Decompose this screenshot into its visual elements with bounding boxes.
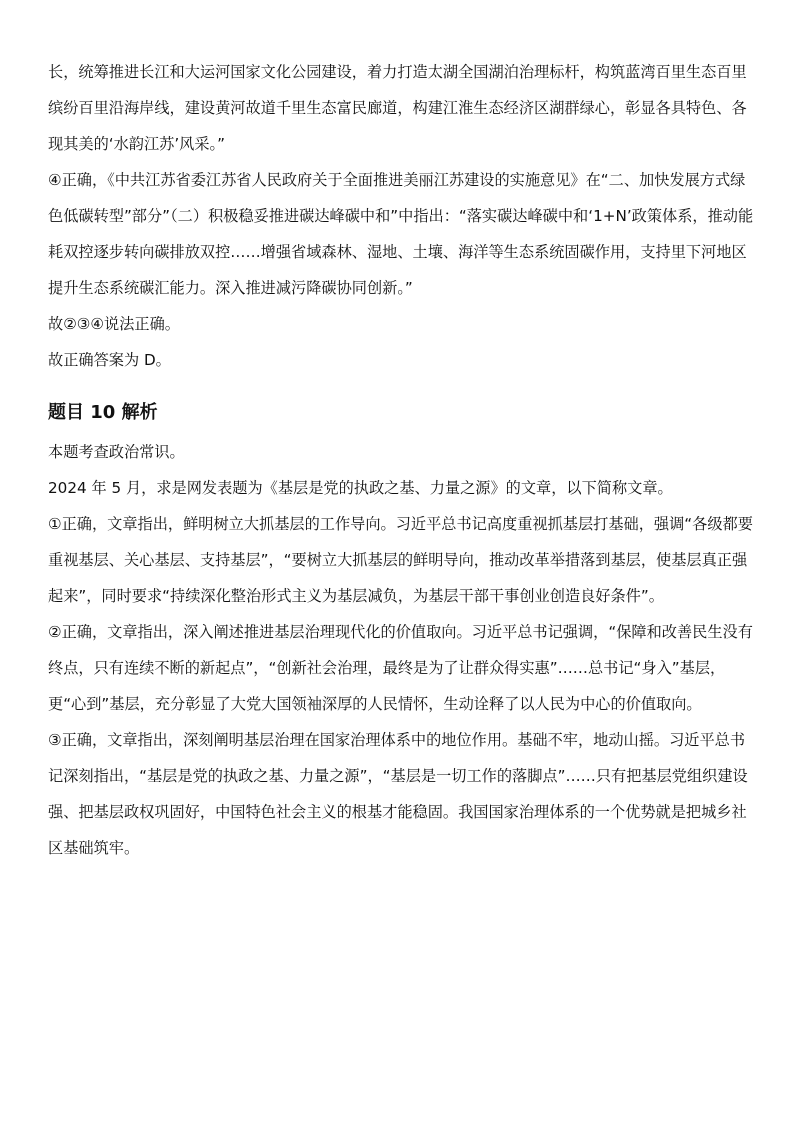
paragraph-conclusion: 故②③④说法正确。: [48, 315, 180, 333]
paragraph-item-4: ④正确，《中共江苏省委江苏省人民政府关于全面推进美丽江苏建设的实施意见》在“二、加快发展方式绿色低碳转型”部分”（二）积极稳妥推进碳达峰碳中和”中指出：“落实碳达峰碳中和‘1+N’政策体系，推动能耗双控逐步转向碳排放双控……增强省域森林、湿地、土壤、海洋等生态系统固碳作用，支持里下河地区提升生态系统碳汇能力。深入推进减污降碳协同创新。”: [48, 171, 754, 297]
paragraph-answer: 故正确答案为 D。: [48, 351, 171, 369]
paragraph-item-3: ③正确，文章指出，深刻阐明基层治理在国家治理体系中的地位作用。基础不牢，地动山摇。习近平总书记深刻指出，“基层是党的执政之基、力量之源”，“基层是一切工作的落脚点”……只有把基层党组织建设强、把基层政权巩固好，中国特色社会主义的根基才能稳固。我国国家治理体系的一个优势就是把城乡社区基础筑牢。: [48, 731, 748, 857]
paragraph-item-1: ①正确，文章指出，鲜明树立大抓基层的工作导向。习近平总书记高度重视抓基层打基础，强调“各级都要重视基层、关心基层、支持基层”，“要树立大抓基层的鲜明导向，推动改革举措落到基层，使基层真正强起来”，同时要求“持续深化整治形式主义为基层减负，为基层干部干事创业创造良好条件”。: [48, 515, 753, 605]
paragraph-continuation: 长，统筹推进长江和大运河国家文化公园建设，着力打造太湖全国湖泊治理标杆，构筑蓝湾百里生态百里缤纷百里沿海岸线，建设黄河故道千里生态富民廊道，构建江淮生态经济区湖群绿心，彰显各具特色、各现其美的‘水韵江苏’风采。”: [48, 63, 747, 153]
paragraph-intro: 本题考查政治常识。: [48, 443, 185, 461]
paragraph-item-2: ②正确，文章指出，深入阐述推进基层治理现代化的价值取向。习近平总书记强调，“保障和改善民生没有终点，只有连续不断的新起点”，“创新社会治理，最终是为了让群众得实惠”……总书记“身入”基层，更“心到”基层，充分彰显了大党大国领袖深厚的人民情怀，生动诠释了以人民为中心的价值取向。: [48, 623, 753, 713]
document-page: [48, 54, 758, 866]
paragraph-context: 2024 年 5 月，求是网发表题为《基层是党的执政之基、力量之源》的文章，以下简称文章。: [48, 479, 673, 497]
section-heading: 题目 10 解析: [48, 402, 158, 423]
